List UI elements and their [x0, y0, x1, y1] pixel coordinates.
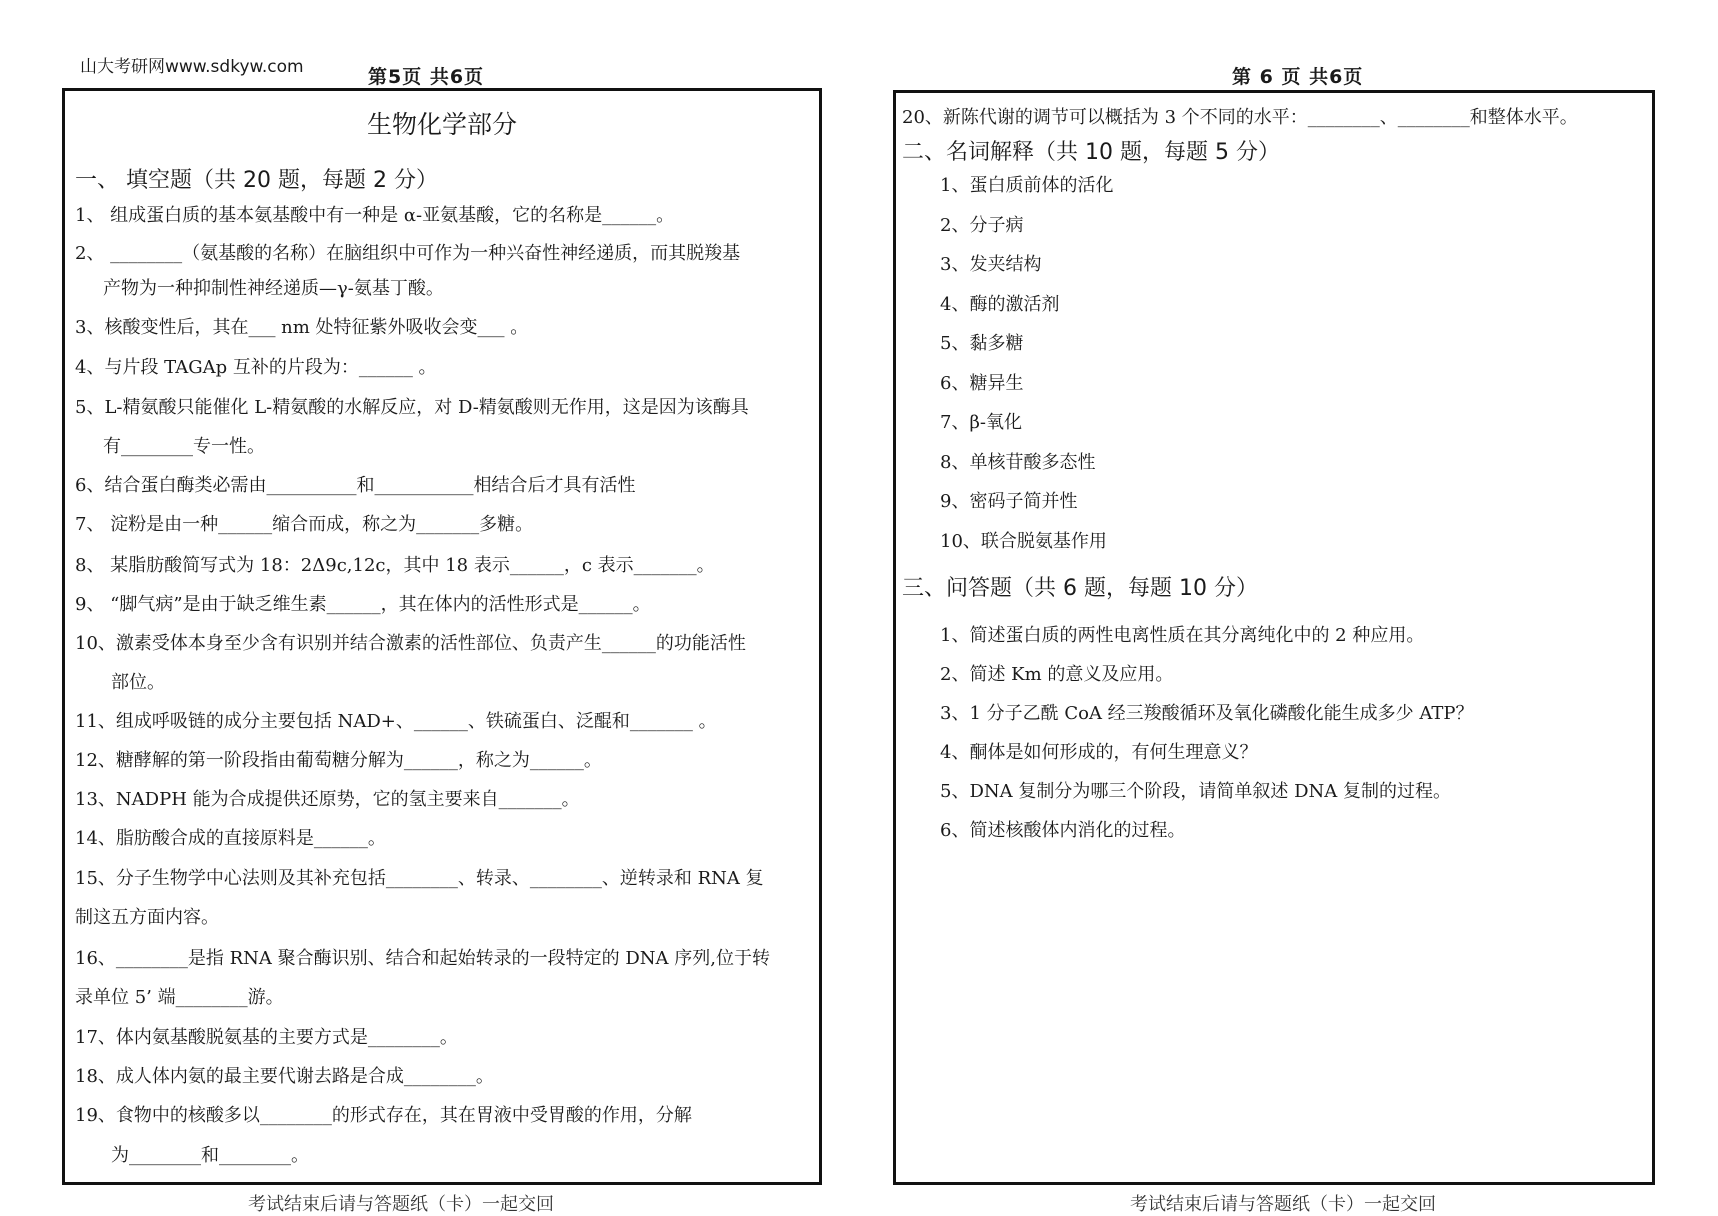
question-line: 录单位 5’ 端________游。 [75, 987, 284, 1008]
question-line: 16、________是指 RNA 聚合酶识别、结合和起始转录的一段特定的 DNA 序列,位于转 [75, 948, 770, 969]
question-line: 11、组成呼吸链的成分主要包括 NAD+、______、铁硫蛋白、泛醌和_______ 。 [75, 711, 717, 732]
term-item: 5、黏多糖 [940, 333, 1024, 354]
term-item: 7、β-氧化 [940, 412, 1022, 433]
question-line: 4、与片段 TAGAp 互补的片段为：______ 。 [75, 357, 437, 378]
question-line: 为________和________。 [111, 1145, 309, 1166]
term-item: 9、密码子简并性 [940, 491, 1078, 512]
essay-question: 5、DNA 复制分为哪三个阶段，请简单叙述 DNA 复制的过程。 [940, 781, 1451, 802]
question-line: 产物为一种抑制性神经递质—γ-氨基丁酸。 [103, 278, 444, 299]
question-line: 制这五方面内容。 [75, 907, 219, 928]
term-item: 8、单核苷酸多态性 [940, 451, 1096, 473]
right-page-number: 第 6 页 共6页 [1232, 66, 1364, 88]
term-item: 3、发夹结构 [940, 254, 1042, 275]
question-20: 20、新陈代谢的调节可以概括为 3 个不同的水平：________、________和整体水平。 [902, 107, 1578, 128]
question-line: 18、成人体内氨的最主要代谢去路是合成________。 [75, 1066, 494, 1087]
term-item: 6、糖异生 [940, 372, 1024, 394]
question-line: 19、食物中的核酸多以________的形式存在，其在胃液中受胃酸的作用，分解 [75, 1105, 692, 1126]
section-heading-questions: 三、问答题（共 6 题，每题 10 分） [902, 576, 1258, 601]
question-line: 6、结合蛋白酶类必需由__________和___________相结合后才具有活性 [75, 475, 636, 496]
question-line: 14、脂肪酸合成的直接原料是______。 [75, 828, 386, 849]
left-page-number: 第5页 共6页 [368, 66, 485, 88]
left-footer: 考试结束后请与答题纸（卡）一起交回 [248, 1194, 554, 1215]
question-line: 8、 某脂肪酸简写式为 18：2Δ9c,12c，其中 18 表示______，c 表示_______。 [75, 555, 715, 576]
right-footer: 考试结束后请与答题纸（卡）一起交回 [1130, 1194, 1436, 1215]
term-item: 4、酶的激活剂 [940, 293, 1060, 315]
left-page-frame [62, 88, 822, 1185]
site-watermark: 山大考研网www.sdkyw.com [80, 57, 304, 77]
question-line: 有________专一性。 [103, 436, 265, 457]
question-line: 2、 ________（氨基酸的名称）在脑组织中可作为一种兴奋性神经递质，而其脱羧基 [75, 243, 741, 264]
question-line: 10、激素受体本身至少含有识别并结合激素的活性部位、负责产生______的功能活性 [75, 633, 746, 654]
question-line: 7、 淀粉是由一种______缩合而成，称之为_______多糖。 [75, 514, 534, 535]
question-line: 13、NADPH 能为合成提供还原势，它的氢主要来自_______。 [75, 789, 580, 810]
essay-question: 4、酮体是如何形成的，有何生理意义？ [940, 742, 1258, 763]
term-item: 1、蛋白质前体的活化 [940, 175, 1114, 196]
essay-question: 6、简述核酸体内消化的过程。 [940, 820, 1186, 841]
question-line: 9、 “脚气病”是由于缺乏维生素______，其在体内的活性形式是______。 [75, 594, 651, 615]
page-title: 生物化学部分 [366, 110, 517, 139]
essay-question: 3、1 分子乙酰 CoA 经三羧酸循环及氧化磷酸化能生成多少 ATP？ [940, 703, 1474, 724]
question-line: 17、体内氨基酸脱氨基的主要方式是________。 [75, 1027, 458, 1048]
essay-question: 1、简述蛋白质的两性电离性质在其分离纯化中的 2 种应用。 [940, 625, 1425, 646]
question-line: 3、核酸变性后，其在___ nm 处特征紫外吸收会变___ 。 [75, 317, 529, 338]
section-heading-terms: 二、名词解释（共 10 题，每题 5 分） [902, 140, 1280, 165]
right-page-frame [893, 90, 1655, 1185]
question-line: 部位。 [111, 672, 165, 693]
term-item: 10、联合脱氨基作用 [940, 530, 1107, 552]
term-item: 2、分子病 [940, 214, 1024, 236]
essay-question: 2、简述 Km 的意义及应用。 [940, 664, 1174, 685]
question-line: 15、分子生物学中心法则及其补充包括________、转录、________、逆转录和 RNA 复 [75, 868, 764, 889]
section-heading-fill-blank: 一、 填空题（共 20 题，每题 2 分） [75, 168, 438, 193]
question-line: 12、糖酵解的第一阶段指由葡萄糖分解为______，称之为______。 [75, 750, 602, 771]
question-line: 1、 组成蛋白质的基本氨基酸中有一种是 α-亚氨基酸，它的名称是______。 [75, 205, 675, 226]
question-line: 5、L-精氨酸只能催化 L-精氨酸的水解反应，对 D-精氨酸则无作用，这是因为该酶具 [75, 397, 749, 418]
